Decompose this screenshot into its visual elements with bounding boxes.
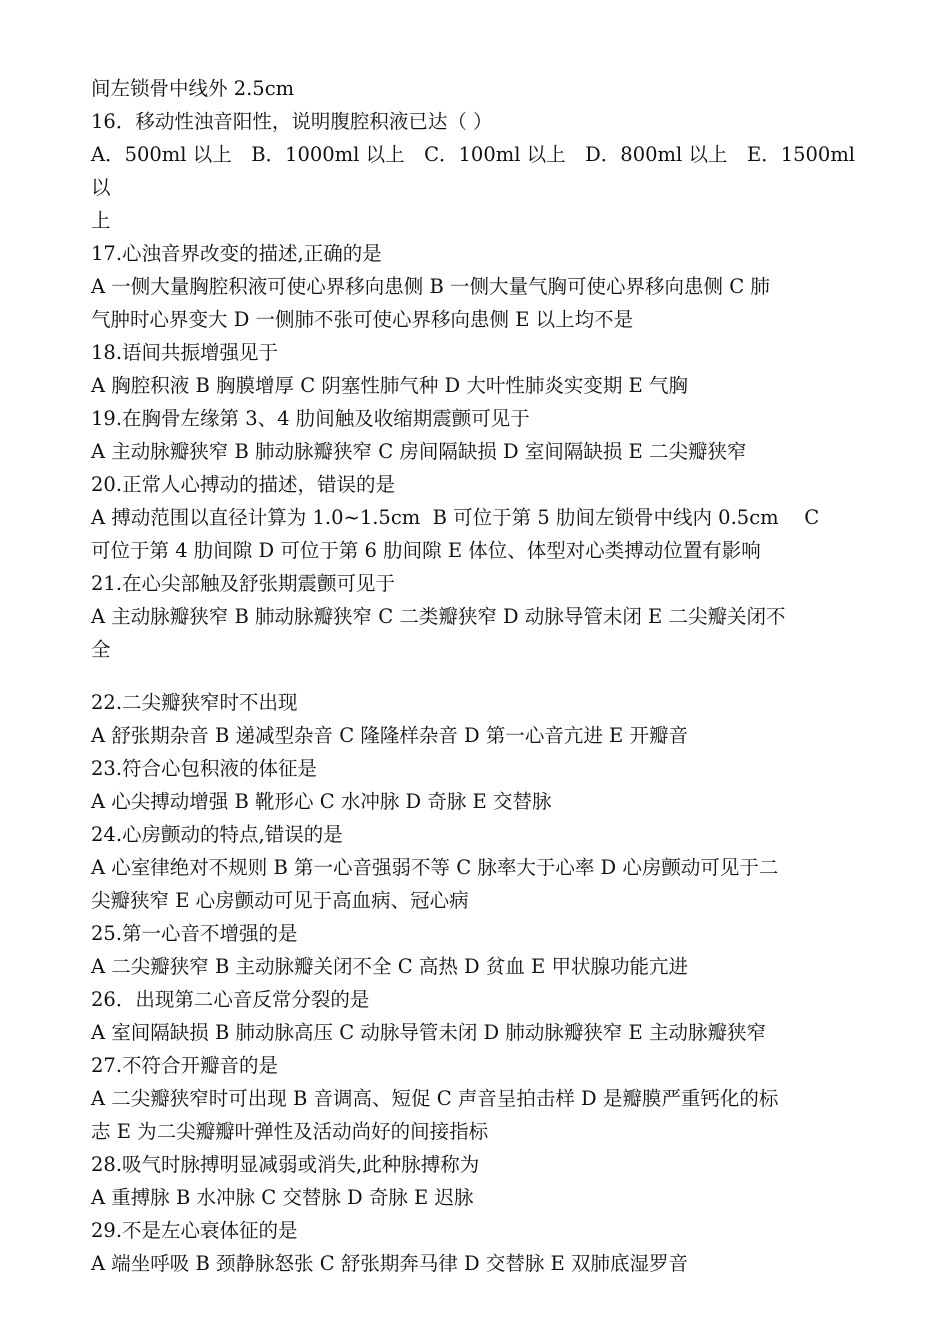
options-17-cont: 气肿时心界变大 D 一侧肺不张可使心界移向患侧 E 以上均不是 xyxy=(91,308,634,331)
options-19: A 主动脉瓣狭窄 B 肺动脉瓣狭窄 C 房间隔缺损 D 室间隔缺损 E 二尖瓣狭窄 xyxy=(91,440,747,463)
question-19: 19.在胸骨左缘第 3、4 肋间触及收缩期震颤可见于 xyxy=(91,407,530,430)
question-21: 21.在心尖部触及舒张期震颤可见于 xyxy=(91,572,396,595)
options-26: A 室间隔缺损 B 肺动脉高压 C 动脉导管未闭 D 肺动脉瓣狭窄 E 主动脉瓣狭窄 xyxy=(91,1021,766,1044)
document-page xyxy=(91,72,863,1280)
options-20-cont: 可位于第 4 肋间隙 D 可位于第 6 肋间隙 E 体位、体型对心类搏动位置有影响 xyxy=(91,539,761,562)
options-24-cont: 尖瓣狭窄 E 心房颤动可见于高血病、冠心病 xyxy=(91,889,469,912)
options-16-cont: 上 xyxy=(91,209,111,232)
text-line: 间左锁骨中线外 2.5cm xyxy=(91,77,295,100)
question-27: 27.不符合开瓣音的是 xyxy=(91,1054,279,1077)
options-17: A 一侧大量胸腔积液可使心界移向患侧 B 一侧大量气胸可使心界移向患侧 C 肺 xyxy=(91,275,770,298)
question-25: 25.第一心音不增强的是 xyxy=(91,922,298,945)
question-26: 26．出现第二心音反常分裂的是 xyxy=(91,988,370,1011)
options-16: A．500ml 以上 B．1000ml 以上 C．100ml 以上 D．800ml 以上 E．1500ml 以 xyxy=(91,143,862,199)
options-18: A 胸腔积液 B 胸膜增厚 C 阴塞性肺气种 D 大叶性肺炎实变期 E 气胸 xyxy=(91,374,688,397)
blank-line xyxy=(91,666,863,686)
options-20: A 搏动范围以直径计算为 1.0~1.5cm B 可位于第 5 肋间左锁骨中线内 0.5cm C xyxy=(91,506,820,529)
question-17: 17.心浊音界改变的描述,正确的是 xyxy=(91,242,382,265)
options-27-cont: 志 E 为二尖瓣瓣叶弹性及活动尚好的间接指标 xyxy=(91,1120,489,1143)
question-23: 23.符合心包积液的体征是 xyxy=(91,757,318,780)
question-16: 16．移动性浊音阳性，说明腹腔积液已达（ ） xyxy=(91,110,493,133)
options-21-cont: 全 xyxy=(91,638,111,661)
question-29: 29.不是左心衰体征的是 xyxy=(91,1219,298,1242)
question-20: 20.正常人心搏动的描述，错误的是 xyxy=(91,473,396,496)
options-21: A 主动脉瓣狭窄 B 肺动脉瓣狭窄 C 二类瓣狭窄 D 动脉导管未闭 E 二尖瓣关闭不 xyxy=(91,605,786,628)
options-27: A 二尖瓣狭窄时可出现 B 音调高、短促 C 声音呈拍击样 D 是瓣膜严重钙化的标 xyxy=(91,1087,779,1110)
options-29: A 端坐呼吸 B 颈静脉怒张 C 舒张期奔马律 D 交替脉 E 双肺底湿罗音 xyxy=(91,1252,688,1275)
options-24: A 心室律绝对不规则 B 第一心音强弱不等 C 脉率大于心率 D 心房颤动可见于二 xyxy=(91,856,779,879)
question-22: 22.二尖瓣狭窄时不出现 xyxy=(91,691,298,714)
options-23: A 心尖搏动增强 B 靴形心 C 水冲脉 D 奇脉 E 交替脉 xyxy=(91,790,552,813)
options-25: A 二尖瓣狭窄 B 主动脉瓣关闭不全 C 高热 D 贫血 E 甲状腺功能亢进 xyxy=(91,955,688,978)
question-18: 18.语间共振增强见于 xyxy=(91,341,279,364)
question-24: 24.心房颤动的特点,错误的是 xyxy=(91,823,343,846)
options-28: A 重搏脉 B 水冲脉 C 交替脉 D 奇脉 E 迟脉 xyxy=(91,1186,474,1209)
question-28: 28.吸气时脉搏明显减弱或消失,此种脉搏称为 xyxy=(91,1153,480,1176)
options-22: A 舒张期杂音 B 递减型杂音 C 隆隆样杂音 D 第一心音亢进 E 开瓣音 xyxy=(91,724,688,747)
